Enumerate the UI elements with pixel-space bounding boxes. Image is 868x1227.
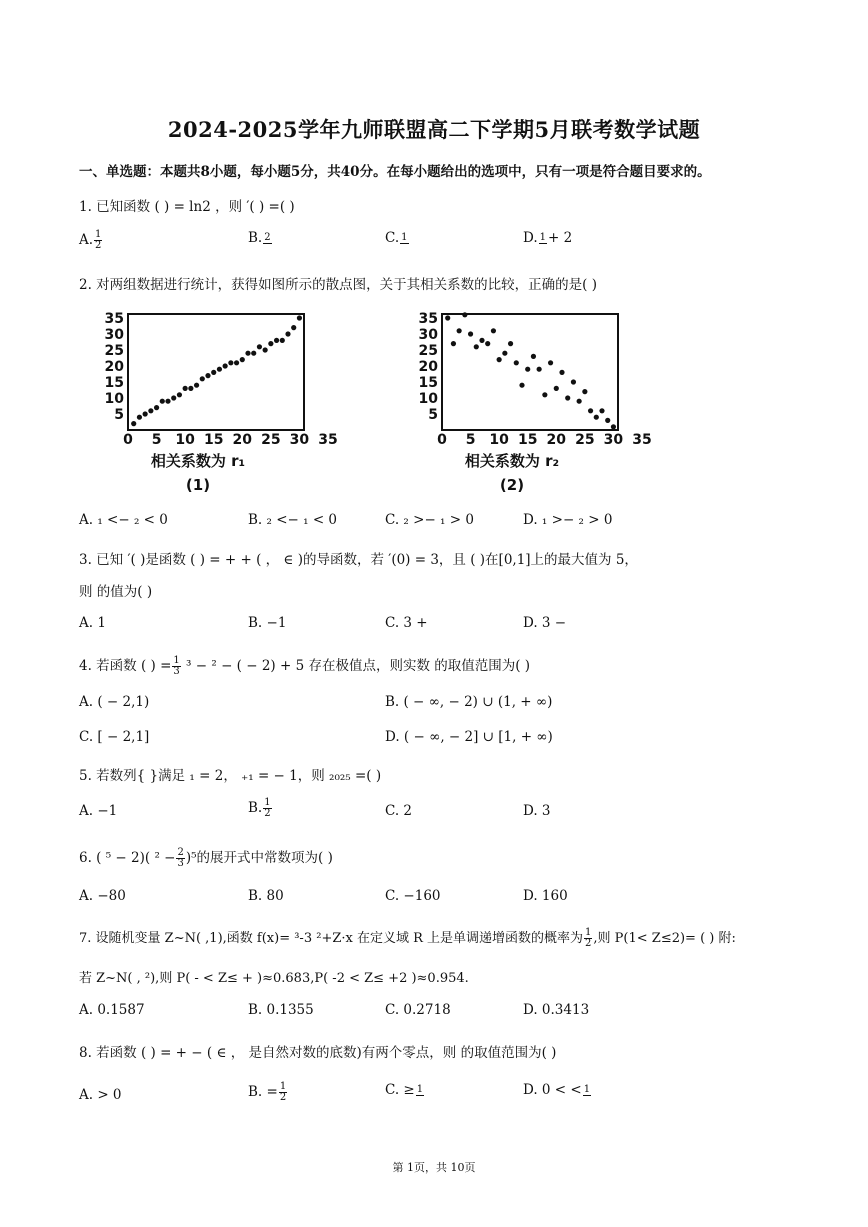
question-4-stem: 4. 若函数 ( ) = $\frac{1}{3}$ ³ − ² − ( − 2) + 5 存在极值点，则实数 的取值范围为( ) [79, 655, 531, 677]
question-2-option-c: C. ₂ >− ₁ > 0 [385, 512, 474, 528]
x-tick-label: 25 [575, 432, 595, 448]
data-point [245, 351, 250, 356]
data-point [171, 395, 176, 400]
question-7-option-b: B. 0.1355 [248, 1002, 314, 1018]
y-tick-label: 25 [418, 343, 438, 359]
question-3-option-b: B. −1 [248, 615, 287, 631]
data-point [251, 351, 256, 356]
scatter-plot-1 [105, 311, 338, 494]
question-4-option-d: D. ( − ∞, − 2] ∪ [1, + ∞) [385, 729, 553, 745]
data-point [497, 357, 502, 362]
question-8-option-a: A. > 0 [79, 1087, 122, 1103]
data-point [537, 367, 542, 372]
data-point [131, 421, 136, 426]
x-tick-label: 20 [232, 432, 253, 448]
question-7-stem: 7. 设随机变量 Z~N( ,1),函数 f(x)= ³-3 ²+Z·x 在定义域 R 上是单调递增函数的概率为 $\frac{1}{2}$ ,则 P(1< Z≤2)= ( ) 附: [79, 927, 736, 949]
question-8-option-b: B. = $\frac{1}{2}$ [248, 1081, 287, 1103]
question-1-option-a: A. $\frac{1}{2}$ [79, 229, 102, 251]
x-tick-label: 5 [465, 432, 476, 448]
chart-caption: (1) [185, 476, 211, 494]
x-tick-label: 30 [289, 432, 310, 448]
question-1-option-b: B. 2 [248, 230, 271, 246]
data-point [160, 399, 165, 404]
question-1-stem: 1. 已知函数 ( ) = ln2 ，则 ′( ) =( ) [79, 199, 295, 215]
question-7-option-a: A. 0.1587 [79, 1002, 145, 1018]
data-point [582, 389, 587, 394]
data-point [194, 383, 199, 388]
y-tick-label: 25 [104, 343, 124, 359]
data-point [143, 411, 148, 416]
data-point [519, 383, 524, 388]
page-title: 2024-2025学年九师联盟高二下学期5月联考数学试题 [167, 117, 701, 142]
question-2-option-b: B. ₂ <− ₁ < 0 [248, 512, 338, 528]
data-point [451, 341, 456, 346]
data-point [137, 415, 142, 420]
question-4-option-c: C. [ − 2,1] [79, 729, 150, 745]
x-tick-label: 25 [261, 432, 281, 448]
data-point [263, 347, 268, 352]
data-point [188, 386, 193, 391]
question-5-stem: 5. 若数列{ }满足 ₁ = 2， ₊₁ = − 1，则 ₂₀₂₅ =( ) [79, 768, 382, 784]
y-tick-label: 20 [418, 359, 438, 375]
data-point [514, 360, 519, 365]
question-3-stem-cont: 则 的值为( ) [79, 584, 153, 600]
data-point [154, 405, 159, 410]
question-8-option-d: D. 0 < < 1 [523, 1082, 591, 1098]
question-4-option-a: A. ( − 2,1) [79, 694, 150, 710]
question-6-stem: 6. ( ⁵ − 2)( ² − $\frac{2}{3}$ )⁵的展开式中常数项为( ) [79, 847, 333, 869]
x-axis-label: 相关系数为 r₂ [464, 452, 560, 470]
question-4-option-b: B. ( − ∞, − 2) ∪ (1, + ∞) [385, 694, 553, 710]
y-tick-label: 30 [418, 327, 438, 343]
data-point [457, 328, 462, 333]
scatter-plot-2 [419, 311, 652, 494]
x-tick-label: 5 [151, 432, 162, 448]
data-point [297, 315, 302, 320]
data-point [211, 370, 216, 375]
data-point [594, 415, 599, 420]
data-point [554, 386, 559, 391]
data-point [177, 392, 182, 397]
question-5-option-d: D. 3 [523, 803, 551, 819]
data-point [257, 344, 262, 349]
y-tick-label: 15 [104, 375, 124, 391]
data-point [240, 357, 245, 362]
question-5-option-a: A. −1 [79, 803, 118, 819]
question-8-stem: 8. 若函数 ( ) = + − ( ∈ ， 是自然对数的底数)有两个零点，则 的取值范围为( ) [79, 1045, 557, 1061]
scatter-plots [90, 308, 680, 498]
data-point [474, 344, 479, 349]
chart-caption: (2) [499, 476, 525, 494]
data-point [468, 331, 473, 336]
question-6-option-a: A. −80 [79, 888, 126, 904]
y-tick-label: 15 [418, 375, 438, 391]
data-point [205, 373, 210, 378]
y-tick-label: 10 [104, 391, 124, 407]
y-tick-label: 10 [418, 391, 438, 407]
data-point [280, 338, 285, 343]
x-tick-label: 10 [489, 432, 509, 448]
data-point [565, 395, 570, 400]
data-point [542, 392, 547, 397]
y-tick-label: 5 [428, 407, 438, 423]
data-point [491, 328, 496, 333]
question-7-option-c: C. 0.2718 [385, 1002, 451, 1018]
data-point [508, 341, 513, 346]
y-tick-label: 20 [104, 359, 124, 375]
question-1-option-d: D. 1 + 2 [523, 230, 573, 246]
data-point [502, 351, 507, 356]
data-point [485, 341, 490, 346]
data-point [165, 399, 170, 404]
data-point [588, 408, 593, 413]
data-point [599, 408, 604, 413]
question-2-option-d: D. ₁ >− ₂ > 0 [523, 512, 613, 528]
y-tick-label: 35 [418, 311, 438, 327]
question-5-option-b: B. $\frac{1}{2}$ [248, 797, 271, 819]
question-3-option-d: D. 3 − [523, 615, 567, 631]
data-point [183, 386, 188, 391]
question-5-option-c: C. 2 [385, 803, 413, 819]
data-point [291, 325, 296, 330]
question-3-option-a: A. 1 [79, 615, 106, 631]
data-point [548, 360, 553, 365]
data-point [559, 370, 564, 375]
data-point [462, 312, 467, 317]
question-3-option-c: C. 3 + [385, 615, 428, 631]
data-point [285, 331, 290, 336]
data-point [148, 408, 153, 413]
question-2-option-a: A. ₁ <− ₂ < 0 [79, 512, 168, 528]
x-tick-label: 35 [632, 432, 652, 448]
data-point [200, 376, 205, 381]
x-tick-label: 15 [517, 432, 538, 448]
question-3-stem: 3. 已知 ′( )是函数 ( ) = + + ( ， ∈ )的导函数，若 ′(0) = 3，且 ( )在[0,1]上的最大值为 5， [79, 552, 638, 568]
section-heading: 一、单选题：本题共8小题，每小题5分，共40分。在每小题给出的选项中，只有一项是符合题目要求的。 [79, 164, 711, 180]
question-7-option-d: D. 0.3413 [523, 1002, 590, 1018]
data-point [571, 379, 576, 384]
data-point [223, 363, 228, 368]
question-6-option-b: B. 80 [248, 888, 284, 904]
data-point [479, 338, 484, 343]
y-tick-label: 35 [104, 311, 124, 327]
page-footer: 第 1页，共 10页 [392, 1161, 476, 1174]
y-tick-label: 5 [114, 407, 124, 423]
x-tick-label: 30 [603, 432, 624, 448]
x-tick-label: 35 [318, 432, 338, 448]
data-point [525, 367, 530, 372]
question-2-stem: 2. 对两组数据进行统计，获得如图所示的散点图，关于其相关系数的比较，正确的是( ) [79, 277, 597, 293]
x-tick-label: 0 [437, 432, 447, 448]
data-point [531, 354, 536, 359]
x-tick-label: 10 [175, 432, 195, 448]
x-tick-label: 0 [123, 432, 133, 448]
question-6-option-d: D. 160 [523, 888, 568, 904]
question-1-option-c: C. 1 [385, 230, 408, 246]
data-point [217, 367, 222, 372]
data-point [611, 424, 616, 429]
data-point [268, 341, 273, 346]
question-8-option-c: C. ≥ 1 [385, 1082, 424, 1098]
question-7-stem-cont: 若 Z~N( , ²),则 P( - < Z≤ + )≈0.683,P( -2 < Z≤ +2 )≈0.954. [79, 971, 469, 986]
x-tick-label: 15 [203, 432, 224, 448]
y-tick-label: 30 [104, 327, 124, 343]
data-point [234, 360, 239, 365]
data-point [577, 399, 582, 404]
x-axis-label: 相关系数为 r₁ [150, 452, 246, 470]
x-tick-label: 20 [546, 432, 567, 448]
question-6-option-c: C. −160 [385, 888, 441, 904]
data-point [605, 418, 610, 423]
data-point [445, 315, 450, 320]
data-point [228, 360, 233, 365]
data-point [274, 338, 279, 343]
